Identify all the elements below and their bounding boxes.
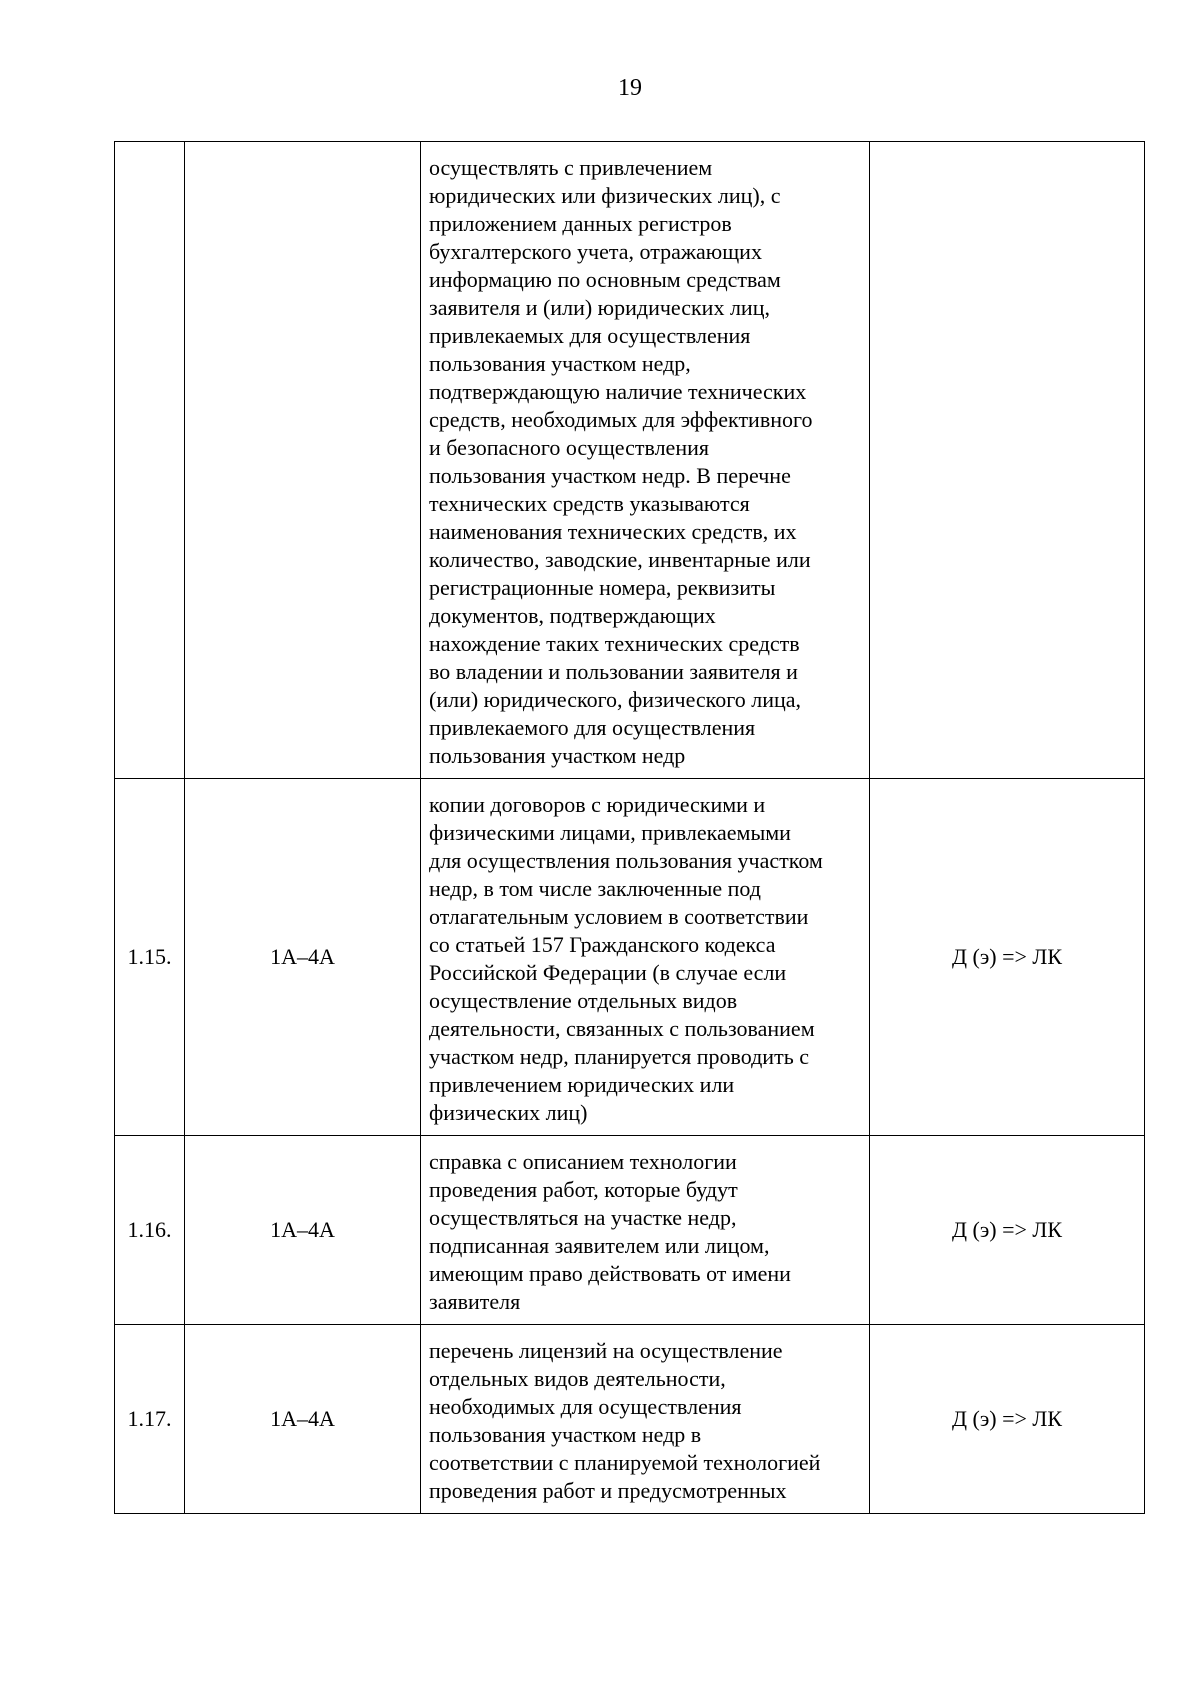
description-cell xyxy=(421,1325,870,1514)
format-cell: Д (э) => ЛК xyxy=(870,779,1145,1136)
table-row xyxy=(115,142,1145,779)
description-cell xyxy=(421,779,870,1136)
format-cell: Д (э) => ЛК xyxy=(870,1325,1145,1514)
description-text: справка с описанием технологии проведения работ, которые будут осуществляться на участке недр, подписанная заявителем или лицом, имеющим право действовать от имени заявителя xyxy=(429,1149,791,1314)
row-number-cell: 1.17. xyxy=(115,1325,185,1514)
description-cell xyxy=(421,1136,870,1325)
page-number: 19 xyxy=(618,75,642,101)
description-text: перечень лицензий на осуществление отдельных видов деятельности, необходимых для осуществления пользования участком недр в соответствии с планируемой технологией проведения работ и предусмотренных xyxy=(429,1338,821,1503)
row-number-cell: 1.15. xyxy=(115,779,185,1136)
description-cell xyxy=(421,142,870,779)
table-row xyxy=(115,1136,1145,1325)
category-cell: 1А–4А xyxy=(185,1325,421,1514)
category-cell xyxy=(185,142,421,779)
table-row xyxy=(115,779,1145,1136)
row-number-cell: 1.16. xyxy=(115,1136,185,1325)
format-cell xyxy=(870,142,1145,779)
description-text: копии договоров с юридическими и физическими лицами, привлекаемыми для осуществления пользования участком недр, в том числе заключенные под отлагательным условием в соответствии со статьей 157 Гражданского кодекса Российской Федерации (в случае если осуществление отдельных видов деятельности, связанных с пользованием участком недр, планируется проводить с привлечением юридических или физических лиц) xyxy=(429,792,823,1125)
document-table xyxy=(114,141,1145,1514)
format-cell: Д (э) => ЛК xyxy=(870,1136,1145,1325)
row-number-cell xyxy=(115,142,185,779)
category-cell: 1А–4А xyxy=(185,1136,421,1325)
description-text: осуществлять с привлечением юридических или физических лиц), с приложением данных регистров бухгалтерского учета, отражающих информацию по основным средствам заявителя и (или) юридических лиц, привлекаемых для осуществления пользования участком недр, подтверждающую наличие технических средств, необходимых для эффективного и безопасного осуществления пользования участком недр. В перечне технических средств указываются наименования технических средств, их количество, заводские, инвентарные или регистрационные номера, реквизиты документов, подтверждающих нахождение таких технических средств во владении и пользовании заявителя и (или) юридического, физического лица, привлекаемого для осуществления пользования участком недр xyxy=(429,155,813,768)
category-cell: 1А–4А xyxy=(185,779,421,1136)
table-row xyxy=(115,1325,1145,1514)
